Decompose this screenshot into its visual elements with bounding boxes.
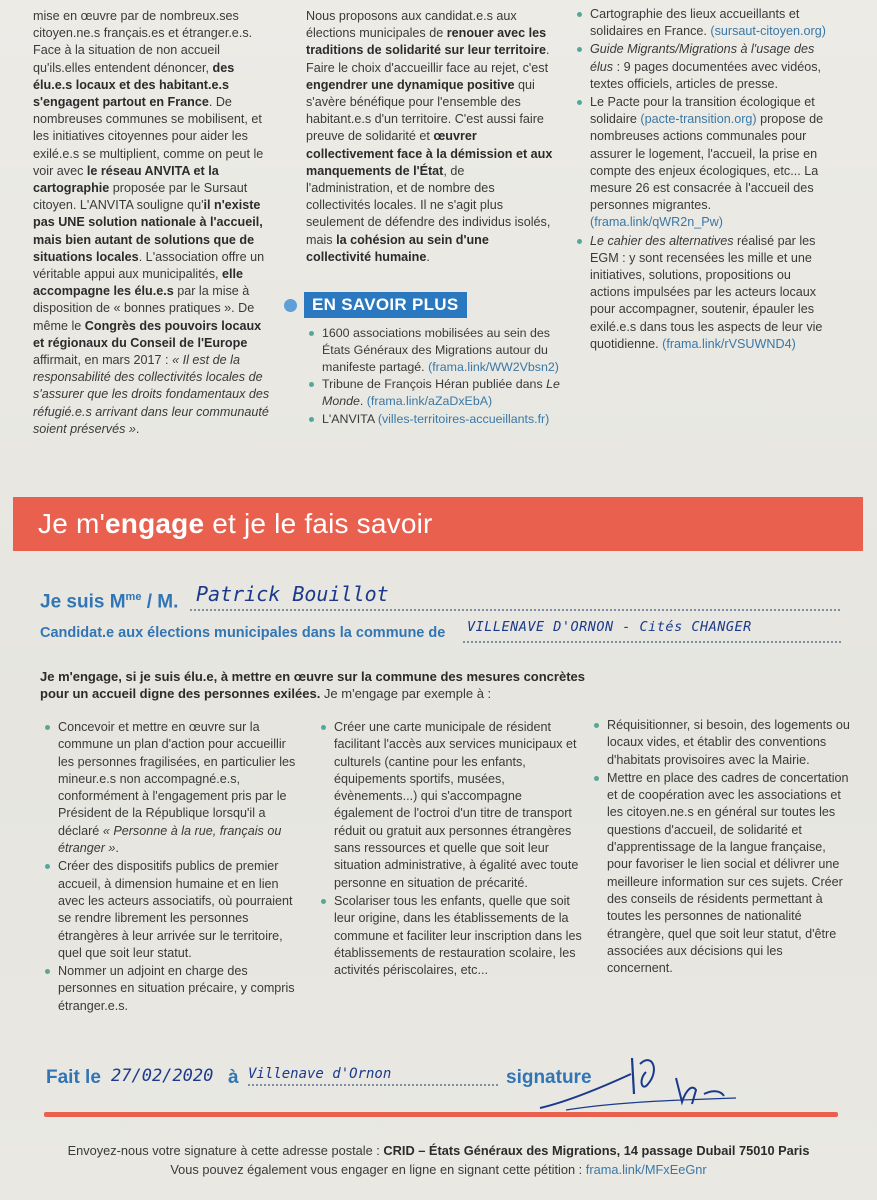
list-item: Cartographie des lieux accueillants et solidaires en France. (sursaut-citoyen.org): [574, 6, 832, 40]
a-label: à: [228, 1067, 239, 1088]
list-item: Nommer un adjoint en charge des personnes en situation précaire, y compris étranger.e.s.: [42, 963, 298, 1015]
engagement-intro: Je m'engage, si je suis élu.e, à mettre en œuvre sur la commune des mesures concrètes pour un accueil digne des personnes exilées. Je m'engage par exemple à :: [40, 669, 585, 701]
name-field-line: [190, 609, 840, 611]
link[interactable]: (villes-territoires-accueillants.fr): [377, 411, 550, 426]
list-item: Guide Migrants/Migrations à l'usage des élus : 9 pages documentées avec vidéos, textes officiels, articles de presse.: [574, 41, 832, 93]
list-item: 1600 associations mobilisées au sein des États Généraux des Migrations autour du manifeste partagé. (frama.link/WW2Vbsn2): [306, 325, 568, 375]
engagement-banner: Je m'engage et je le fais savoir: [13, 497, 863, 551]
list-item: Réquisitionner, si besoin, des logements ou locaux vides, et établir des conventions d'habitats provisoires avec la Mairie.: [591, 717, 851, 769]
intro-column-left: [33, 8, 271, 438]
name-label: Je suis $M^{me}$ / M.: [40, 591, 179, 613]
place-field-line: [248, 1084, 498, 1086]
en-savoir-plus-heading: [284, 291, 467, 319]
engagement-column-left: [42, 719, 298, 1016]
list-item: Le Pacte pour la transition écologique et solidaire (pacte-transition.org) propose de nombreuses actions communales pour assurer le logement, l'accueil, la prise en compte des enjeux écologiques, etc... La mesure 26 est consacrée à l'accueil des personnes migrantes. (frama.link/qWR2n_Pw): [574, 94, 832, 232]
list-item: Créer des dispositifs publics de premier accueil, à dimension humaine et en lien avec les acteurs associatifs, où pourraient se rendre librement les personnes étrangères à leur arrivée sur le territoire, quel que soit leur statut.: [42, 858, 298, 962]
list-item: Concevoir et mettre en œuvre sur la commune un plan d'action pour accueillir les personnes fragilisées, en particulier les mineur.e.s non accompagné.e.s, conformément à l'engagement pris par le Président de la République lorsqu'il a déclaré « Personne à la rue, français ou étranger ».: [42, 719, 298, 857]
footer-petition: Vous pouvez également vous engager en ligne en signant cette pétition : frama.link/MFxEeGnr: [170, 1162, 707, 1177]
divider-line: [44, 1112, 838, 1117]
name-field[interactable]: Patrick Bouillot: [196, 582, 389, 606]
list-item: Scolariser tous les enfants, quelle que soit leur origine, dans les établissements de la commune et faciliter leur inscription dans les établissements de restauration scolaire, les activités périscolaires, etc...: [318, 893, 582, 979]
paragraph: mise en œuvre par de nombreux.ses citoyen.ne.s français.es et étranger.e.s. Face à la situation de non accueil qu'ils.elles entendent dénoncer, des élu.e.s locaux et des habitant.e.s s'engagent partout en France. De nombreuses communes se mobilisent, et les initiatives citoyennes pour aider les exilé.e.s se multiplient, comme on peut le voir avec le réseau ANVITA et la cartographie proposée par le Sursaut citoyen. L'ANVITA souligne qu'il n'existe pas UNE solution nationale à l'accueil, mais bien autant de solutions que de situations locales. L'association offre un véritable appui aux municipalités, elle accompagne les élu.e.s par la mise à disposition de « bonnes pratiques ». De même le Congrès des pouvoirs locaux et régionaux du Conseil de l'Europe affirmait, en mars 2017 : « Il est de la responsabilité des collectivités locales de s'assurer que les droits fondamentaux des réfugié.e.s arrivant dans leur communauté soient préservés ».: [33, 9, 270, 436]
intro-column-middle: [306, 8, 554, 266]
list-item: Tribune de François Héran publiée dans Le Monde. (frama.link/aZaDxEbA): [306, 376, 568, 410]
paragraph: Nous proposons aux candidat.e.s aux élections municipales de renouer avec les traditions de solidarité sur leur territoire. Faire le choix d'accueillir face au rejet, c'est engendrer une dynamique positive qui s'avère bénéfique pour l'ensemble des habitant.e.s d'un territoire. C'est aussi faire preuve de solidarité et œuvrer collectivement face à la démission et aux manquements de l'État, de l'administration, et de nombre des collectivités locales. Il ne s'agit plus seulement de défendre des individus isolés, mais la cohésion au sein d'une collectivité humaine.: [306, 9, 553, 264]
signature-label: signature: [506, 1067, 592, 1088]
commune-field[interactable]: VILLENAVE D'ORNON - Cités CHANGER: [467, 619, 752, 635]
list-item: Créer une carte municipale de résident facilitant l'accès aux services municipaux et culturels (cantine pour les enfants, équipements sportifs, musées, évènements...) qui s'accompagne également de l'octroi d'un titre de transport réduit ou gratuit aux personnes étrangères sans ressources et quelle que soit leur situation administrative, à égalité avec toute personne en situation de précarité.: [318, 719, 582, 892]
fait-le-label: Fait le: [46, 1067, 101, 1088]
date-field[interactable]: 27/02/2020: [111, 1066, 214, 1086]
handwritten-signature[interactable]: [536, 1050, 746, 1114]
engagement-column-middle: [318, 719, 582, 980]
link[interactable]: (frama.link/aZaDxEbA): [366, 394, 493, 409]
link[interactable]: (pacte-transition.org): [640, 112, 757, 127]
petition-link[interactable]: frama.link/MFxEeGnr: [585, 1162, 707, 1177]
link[interactable]: (sursaut-citoyen.org): [710, 24, 826, 39]
footer-address: Envoyez-nous votre signature à cette adresse postale : CRID – États Généraux des Migrations, 14 passage Dubail 75010 Paris: [67, 1143, 810, 1158]
en-savoir-plus-list: [306, 325, 568, 429]
list-item: L'ANVITA (villes-territoires-accueillants.fr): [306, 411, 568, 428]
link[interactable]: (frama.link/rVSUWND4): [662, 336, 796, 351]
resources-column-right: [574, 6, 832, 354]
list-item: Mettre en place des cadres de concertation et de coopération avec les associations et les citoyen.ne.s en général sur toutes les questions d'accueil, de solidarité et d'apprentissage de la langue française, pour favoriser le lien social et délivrer une meilleure information sur ces sujets. Créer des conseils de résidents permettant à toutes les personnes de nationalité étrangère, quel que soit leur statut, d'être associées aux décisions qui les concernent.: [591, 770, 851, 978]
commune-field-line: [463, 641, 841, 643]
link[interactable]: (frama.link/qWR2n_Pw): [590, 215, 723, 230]
commune-label: Candidat.e aux élections municipales dans la commune de: [40, 625, 446, 641]
list-item: Le cahier des alternatives réalisé par les EGM : y sont recensées les mille et une initiatives, solutions, propositions ou actions impulsées par les acteurs locaux pour accompagner, soutenir, épauler les exilé.e.s dans tous les aspects de leur vie quotidienne. (frama.link/rVSUWND4): [574, 233, 832, 353]
place-field[interactable]: Villenave d'Ornon: [248, 1066, 392, 1082]
link[interactable]: (frama.link/WW2Vbsn2): [428, 359, 559, 374]
engagement-column-right: [591, 717, 851, 978]
bullet-dot-icon: [284, 299, 297, 312]
en-savoir-plus-title: EN SAVOIR PLUS: [304, 292, 467, 318]
